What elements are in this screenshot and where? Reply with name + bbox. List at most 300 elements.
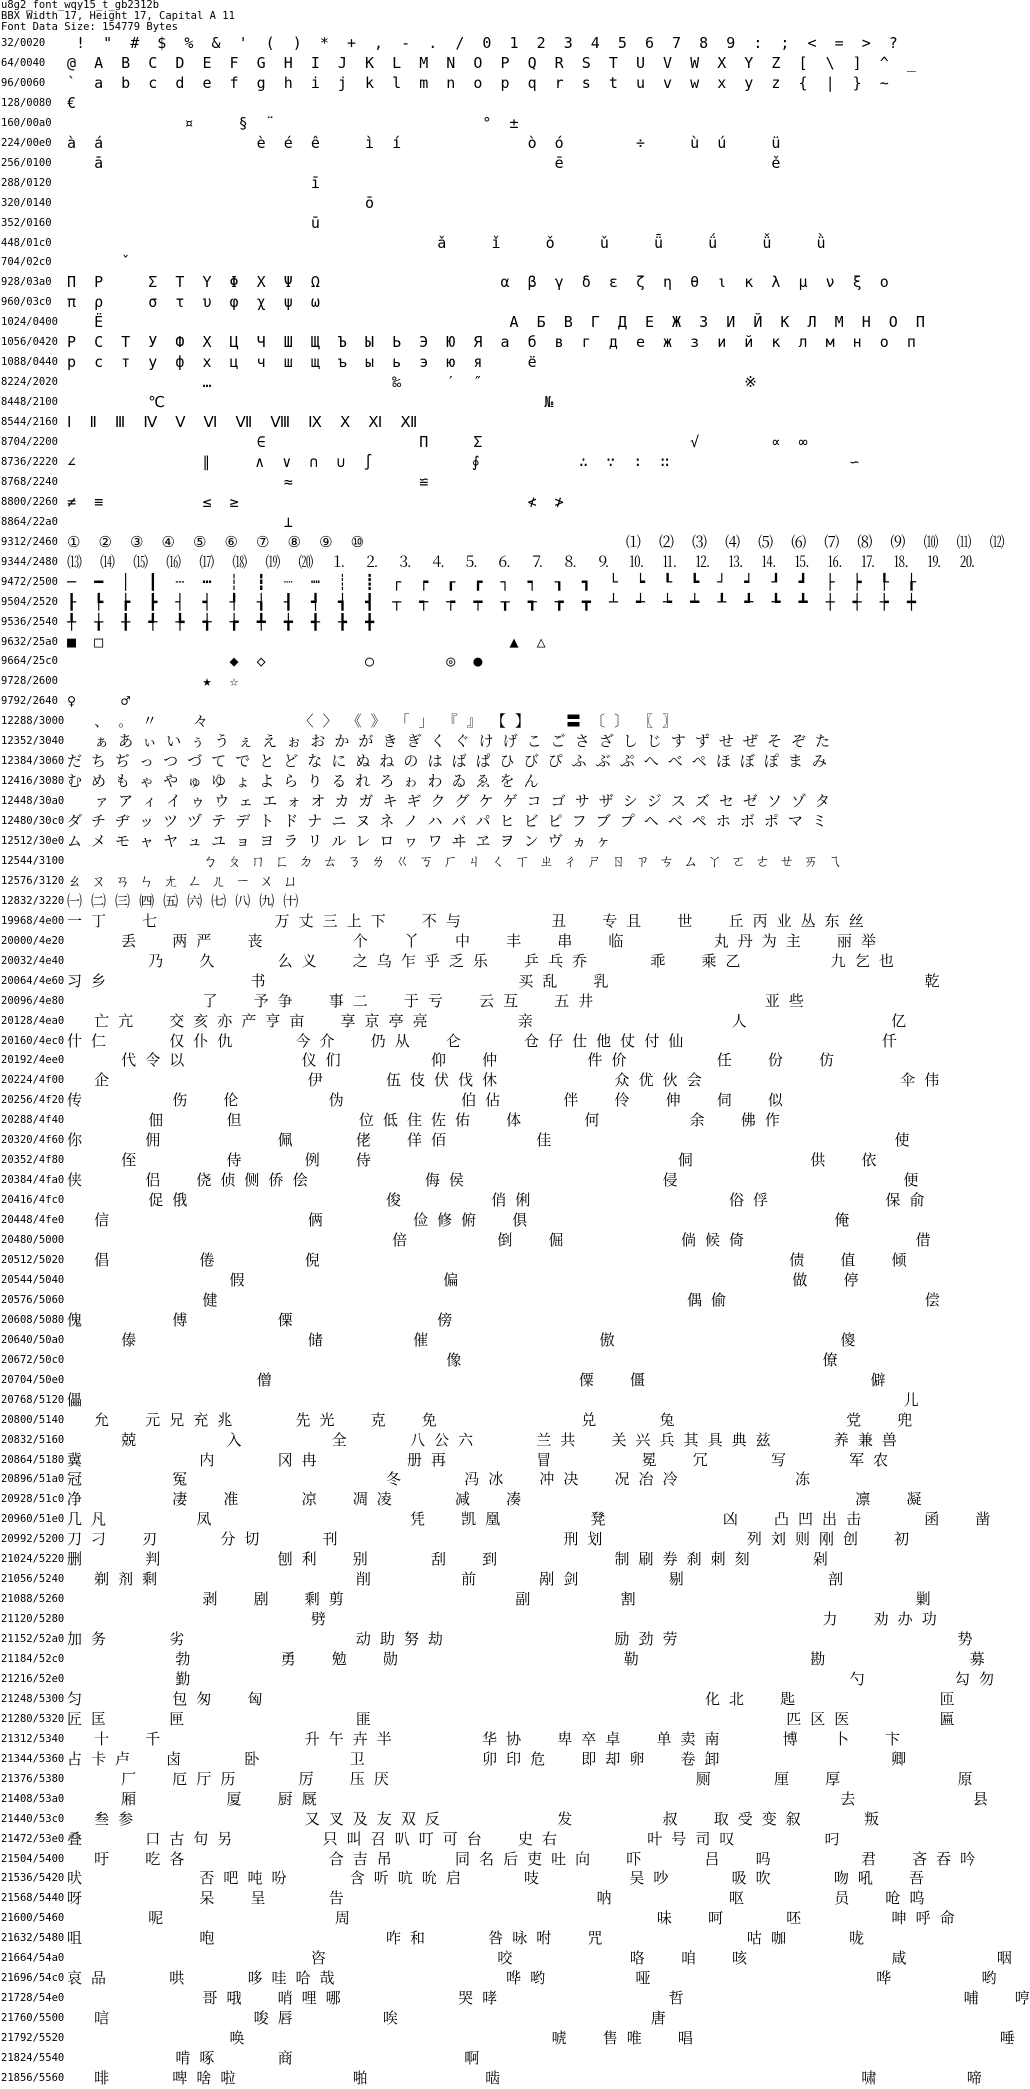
row-glyphs: 厢 厦 厨 厩 去 县	[67, 1789, 988, 1808]
glyph-row	[0, 812, 827, 832]
row-glyphs: 佃 但 位 低 住 佐 佑 体 何 余 佛 作	[67, 1111, 780, 1130]
glyph-row	[0, 1131, 910, 1151]
glyph-row	[0, 2068, 982, 2089]
row-glyphs: Π Ρ Σ Τ Υ Φ Χ Ψ Ω α β γ δ ε ζ η θ ι κ λ μ ν ξ ο	[67, 273, 889, 292]
row-code-label: 12416/3080	[1, 775, 65, 788]
row-code-label: 21216/52e0	[1, 1672, 65, 1685]
row-glyphs: 呢 周 味 呵 呸 呻 呼 命	[67, 1909, 955, 1928]
glyph-row	[0, 633, 650, 653]
glyph-row	[0, 1889, 925, 1909]
row-code-label: 8736/2220	[1, 455, 58, 468]
row-glyphs: ! " # $ % & ' ( ) * + , - . / 0 1 2 3 4 5 6 7 8 9 : ; < = > ?	[67, 34, 898, 52]
row-code-label: 20960/51e0	[1, 1513, 65, 1526]
row-code-label: 20672/50c0	[1, 1353, 65, 1366]
row-glyphs: ≠ ≡ ≤ ≥ ≮ ≯	[67, 492, 564, 511]
glyph-row	[0, 832, 650, 852]
glyph-row	[0, 194, 650, 214]
row-code-label: 21280/5320	[1, 1712, 65, 1725]
glyph-row	[0, 592, 916, 613]
row-code-label: 128/0080	[1, 96, 52, 109]
row-glyphs: 叠 口 古 句 另 只 叫 召 叭 叮 可 台 史 右 叶 号 司 叹 叼	[67, 1829, 840, 1848]
row-code-label: 9344/2480	[1, 555, 58, 568]
row-glyphs: 一 丁 七 万 丈 三 上 下 不 与 丑 专 且 世 丘 丙 业 丛 东 丝	[67, 911, 864, 930]
row-glyphs: む め も ゃ や ゅ ゆ ょ よ ら り る れ ろ ゎ わ ゐ ゑ を ん	[67, 772, 539, 791]
glyph-row	[0, 1071, 940, 1091]
glyph-row	[0, 393, 650, 413]
glyph-row	[0, 493, 650, 513]
row-code-label: 1088/0440	[1, 356, 58, 369]
row-glyphs: 啃 啄 商 啊	[67, 2048, 480, 2067]
row-code-label: 9504/2520	[1, 595, 58, 608]
row-code-label: 21184/52c0	[1, 1653, 65, 1665]
row-code-label: 20416/4fc0	[1, 1194, 65, 1207]
row-code-label: 20384/4fa0	[1, 1174, 65, 1187]
glyph-row	[0, 1191, 925, 1211]
row-glyphs: ┠ ┡ ┢ ┣ ┤ ┥ ┦ ┧ ┨ ┩ ┪ ┫ ┬ ┭ ┮ ┯ ┰ ┱ ┲ ┳ ┴ ┵ ┶ ┷ ┸ ┹ ┺ ┻ ┼ ┽ ┾ ┿	[67, 592, 916, 611]
glyph-row	[0, 1869, 925, 1889]
glyph-row	[0, 1290, 940, 1311]
glyph-row	[0, 1410, 913, 1431]
glyph-row	[0, 692, 650, 712]
row-code-label: 8864/22a0	[1, 515, 58, 528]
row-code-label: 20032/4e40	[1, 954, 65, 967]
glyph-row	[0, 792, 831, 812]
row-glyphs: 加 务 劣 动 助 努 劫 励 劲 劳 势	[67, 1630, 973, 1648]
row-code-label: 9312/2460	[1, 535, 58, 548]
row-code-label: 20480/5000	[1, 1234, 65, 1246]
row-code-label: 8224/2020	[1, 376, 58, 389]
glyph-row	[0, 293, 650, 313]
row-code-label: 20832/5160	[1, 1433, 65, 1446]
glyph-row	[0, 433, 808, 453]
row-glyphs: 十 千 升 午 卉 半 华 协 卑 卒 卓 单 卖 南 博 卜 卞	[67, 1729, 900, 1748]
row-glyphs: 促 俄 俊 俏 俐 俗 俘 保 俞	[67, 1191, 925, 1210]
row-glyphs: 像 僚	[67, 1350, 838, 1369]
font-data-size: Font Data Size: 154779 Bytes	[1, 21, 179, 33]
glyph-row	[0, 1051, 835, 1071]
row-code-label: 21696/54c0	[1, 1972, 65, 1985]
row-code-label: 21248/5300	[1, 1692, 65, 1705]
glyph-row	[0, 313, 925, 333]
row-glyphs: ム メ モ ャ ヤ ュ ユ ョ ヨ ラ リ ル レ ロ ヮ ワ ヰ ヱ ヲ ン ヴ ヵ ヶ	[67, 832, 611, 850]
glyph-row	[0, 1709, 955, 1730]
glyph-row	[0, 1350, 838, 1371]
row-glyphs: 亡 亢 交 亥 亦 产 亨 亩 享 京 亭 亮 亲 人 亿	[67, 1011, 907, 1030]
row-glyphs: ァ ア ィ イ ゥ ウ ェ エ ォ オ カ ガ キ ギ ク グ ケ ゲ コ ゴ サ ザ シ ジ ス ズ セ ゼ ソ ゾ タ	[67, 792, 831, 811]
row-code-label: 12544/3100	[1, 854, 65, 867]
row-code-label: 20256/4f20	[1, 1094, 65, 1107]
row-code-label: 20128/4ea0	[1, 1014, 65, 1027]
row-code-label: 21056/5240	[1, 1573, 65, 1586]
glyph-row	[0, 1251, 907, 1271]
row-glyphs: ī	[67, 173, 320, 192]
glyph-row	[0, 1949, 1012, 1969]
glyph-row	[0, 732, 831, 752]
row-code-label: 9536/2540	[1, 615, 58, 628]
row-code-label: 20544/5040	[1, 1273, 65, 1286]
glyph-row	[0, 931, 876, 952]
glyph-row	[0, 1969, 997, 1989]
row-glyphs: ■ □ ▲ △	[67, 632, 546, 651]
row-code-label: 21152/52a0	[1, 1633, 65, 1645]
glyph-row	[0, 413, 650, 433]
row-code-label: 9664/25c0	[1, 655, 58, 668]
row-glyphs: 、 。 〃 々 〈 〉 《 》 「 」 『 』 【 】 〓 〔 〕 〖 〗	[67, 712, 678, 731]
row-glyphs: 习 乡 书 买 乱 乳 乾	[67, 971, 940, 990]
row-code-label: 64/0040	[1, 57, 46, 69]
row-code-label: 224/00e0	[1, 136, 52, 149]
font-name: u8g2_font_wqy15_t_gb2312b	[1, 0, 160, 11]
bbx-info: BBX Width 17, Height 17, Capital A 11	[1, 10, 235, 22]
glyph-row	[0, 1510, 991, 1530]
row-glyphs: 厂 厄 厅 历 厉 压 厌 厕 厘 厚 原	[67, 1769, 973, 1788]
glyph-row	[0, 1669, 994, 1690]
row-code-label: 1024/0400	[1, 316, 58, 329]
glyph-row	[0, 2009, 666, 2029]
row-glyphs: 唁 唆 唇 唉 唐	[67, 2009, 666, 2027]
row-code-label: 12352/3040	[1, 735, 65, 748]
glyph-row	[0, 253, 650, 273]
row-code-label: 21856/5560	[1, 2071, 65, 2084]
row-code-label: 9472/2500	[1, 575, 58, 588]
row-glyphs: @ A B C D E F G H I J K L M N O P Q R S T U V W X Y Z [ \ ] ^ _	[67, 54, 916, 72]
row-glyphs: 叁 参 又 叉 及 友 双 反 发 叔 取 受 变 叙 叛	[67, 1809, 880, 1828]
glyph-row	[0, 752, 827, 772]
row-glyphs: ū	[67, 213, 320, 232]
glyph-row	[0, 613, 650, 633]
row-code-label: 352/0160	[1, 216, 52, 229]
row-glyphs: ╀ ╁ ╂ ╃ ╄ ╅ ╆ ╇ ╈ ╉ ╊ ╋	[67, 612, 375, 631]
row-glyphs: ˇ	[67, 253, 131, 272]
row-code-label: 32/0020	[1, 37, 46, 49]
row-glyphs: €	[67, 93, 77, 112]
row-code-label: 288/0120	[1, 176, 52, 189]
row-glyphs: 吁 吃 各 合 吉 吊 同 名 后 吏 吐 向 吓 吕 吗 君 吝 吞 吟	[67, 1849, 976, 1868]
row-code-label: 20896/51a0	[1, 1473, 65, 1486]
glyph-row	[0, 1151, 877, 1171]
row-glyphs: 啡 啤 啥 啦 啪 啮 啸 啼	[67, 2068, 982, 2087]
row-glyphs: ダ チ ヂ ッ ツ ヅ テ デ ト ド ナ ニ ヌ ネ ノ ハ バ パ ヒ ビ ピ フ ブ プ ヘ ベ ペ ホ ボ ポ マ ミ	[67, 812, 827, 830]
row-code-label: 20992/5200	[1, 1533, 65, 1546]
glyph-row	[0, 1111, 780, 1131]
glyph-row	[0, 1470, 810, 1490]
row-glyphs: 假 偏 做 停	[67, 1270, 859, 1289]
row-code-label: 704/02c0	[1, 256, 52, 269]
row-glyphs: à á è é ê ì í ò ó ÷ ù ú ü	[67, 133, 781, 152]
glyph-row	[0, 1809, 880, 1830]
glyph-row	[0, 2049, 650, 2069]
row-code-label: 21472/53e0	[1, 1832, 65, 1845]
row-code-label: 20608/5080	[1, 1313, 65, 1326]
row-glyphs: 勃 勇 勉 勋 勒 勘 募	[67, 1650, 985, 1668]
glyph-row	[0, 652, 650, 672]
glyph-row	[0, 911, 864, 932]
row-code-label: 21824/5540	[1, 2051, 65, 2064]
glyph-row	[0, 1989, 1030, 2009]
row-code-label: 21792/5520	[1, 2032, 65, 2044]
row-code-label: 20224/4f00	[1, 1074, 65, 1087]
glyph-row	[0, 1590, 931, 1610]
glyph-row	[0, 991, 804, 1012]
row-glyphs: 什 仁 仅 仆 仇 今 介 仍 从 仑 仓 仔 仕 他 仗 付 仙 仟	[67, 1031, 897, 1050]
row-code-label: 20288/4f40	[1, 1114, 65, 1127]
glyph-row	[0, 1031, 897, 1052]
row-code-label: 12832/3220	[1, 894, 65, 907]
glyph-row	[0, 712, 678, 732]
glyph-row	[0, 872, 650, 892]
row-code-label: 21504/5400	[1, 1852, 65, 1865]
row-glyphs: 冠 冤 冬 冯 冰 冲 决 况 冶 冷 冻	[67, 1470, 810, 1489]
row-code-label: 20928/51c0	[1, 1493, 65, 1506]
row-code-label: 448/01c0	[1, 236, 52, 249]
glyph-row	[0, 452, 859, 473]
row-glyphs: だ ち ぢ っ つ づ て で と ど な に ぬ ね の は ば ぱ ひ び ぴ ふ ぶ ぷ へ べ ぺ ほ ぼ ぽ ま み	[67, 752, 827, 771]
row-glyphs: р с т у ф х ц ч ш щ ъ ы ь э ю я ё	[67, 353, 537, 372]
row-glyphs: 哀 品 哄 哆 哇 哈 哉 哗 哟 哑 哗 哟	[67, 1969, 997, 1988]
row-code-label: 9792/2640	[1, 695, 58, 708]
row-code-label: 21024/5220	[1, 1553, 65, 1566]
glyph-row	[0, 1789, 988, 1810]
row-glyphs: ─ ━ │ ┃ ┄ ┅ ┆ ┇ ┈ ┉ ┊ ┋ ┌ ┍ ┎ ┏ ┐ ┑ ┒ ┓ └ ┕ ┖ ┗ ┘ ┙ ┚ ┛ ├ ┝ ┞ ┟	[67, 572, 916, 591]
row-glyphs: 儡 儿	[67, 1390, 919, 1409]
glyph-row	[0, 1430, 897, 1451]
row-code-label: 20640/50a0	[1, 1333, 65, 1346]
glyph-row	[0, 2029, 1015, 2049]
row-glyphs: 咀 咆 咋 和 咎 咏 咐 咒 咕 咖 咙	[67, 1929, 865, 1948]
row-code-label: 21536/5420	[1, 1872, 65, 1885]
glyph-row	[0, 1929, 865, 1949]
glyph-row	[0, 1011, 907, 1032]
row-code-label: 12448/30a0	[1, 795, 65, 808]
row-code-label: 21728/54e0	[1, 1992, 65, 2005]
glyph-row	[0, 1171, 919, 1191]
row-code-label: 12576/3120	[1, 874, 65, 887]
row-glyphs: ㈠ ㈡ ㈢ ㈣ ㈤ ㈥ ㈦ ㈧ ㈨ ㈩	[67, 891, 299, 910]
row-glyphs: 呀 呆 呈 告 呐 呕 员 呛 呜	[67, 1889, 925, 1908]
row-glyphs: 丢 两 严 丧 个 丫 中 丰 串 临 丸 丹 为 主 丽 举	[67, 931, 876, 950]
row-glyphs: ⊥	[67, 512, 293, 531]
glyph-row	[0, 1231, 931, 1251]
glyph-row	[0, 552, 975, 573]
glyph-row	[0, 114, 650, 134]
row-code-label: 20352/4f80	[1, 1154, 65, 1167]
row-code-label: 21312/5340	[1, 1732, 65, 1745]
row-code-label: 20576/5060	[1, 1293, 65, 1306]
row-glyphs: 咨 咬 咯 咱 咳 咸 咽	[67, 1949, 1012, 1968]
glyph-row	[0, 94, 650, 114]
glyph-row	[0, 333, 916, 353]
row-code-label: 20512/5020	[1, 1254, 65, 1266]
row-glyphs: 剃 剂 剩 削 前 剐 剑 剔 剖	[67, 1570, 844, 1589]
glyph-row	[0, 1450, 889, 1471]
row-glyphs: 倡 倦 倪 债 值 倾	[67, 1251, 907, 1269]
row-glyphs: ` a b c d e f g h i j k l m n o p q r s t u v w x y z { | } ~	[67, 73, 889, 92]
row-code-label: 21600/5460	[1, 1912, 65, 1925]
row-code-label: 12480/30c0	[1, 815, 65, 827]
row-code-label: 20064/4e60	[1, 974, 65, 987]
glyph-row	[0, 153, 781, 174]
row-glyphs: 傀 傅 傈 傍	[67, 1310, 453, 1329]
row-code-label: 20192/4ee0	[1, 1054, 65, 1067]
glyph-row	[0, 951, 894, 972]
glyph-row	[0, 1490, 922, 1510]
row-code-label: 12384/3060	[1, 755, 65, 768]
row-glyphs: ≈ ≌	[67, 472, 429, 491]
row-glyphs: Ё А Б В Г Д Е Ж З И Й К Л М Н О П	[67, 313, 925, 332]
glyph-row	[0, 133, 781, 154]
glyph-row	[0, 1610, 937, 1630]
row-code-label: 21408/53a0	[1, 1792, 65, 1805]
row-glyphs: ō	[67, 193, 375, 212]
glyph-row	[0, 572, 916, 593]
glyph-row	[0, 273, 889, 293]
row-glyphs: ぁ あ ぃ い ぅ う ぇ え ぉ お か が き ぎ く ぐ け げ こ ご さ ざ し じ す ず せ ぜ そ ぞ た	[67, 732, 831, 751]
row-code-label: 20768/5120	[1, 1393, 65, 1406]
row-code-label: 21344/5360	[1, 1752, 65, 1765]
row-code-label: 21376/5380	[1, 1772, 65, 1785]
row-code-label: 21088/5260	[1, 1593, 65, 1606]
row-glyphs: 吠 否 吧 吨 吩 含 听 吭 吮 启 吱 吴 吵 吸 吹 吻 吼 吾	[67, 1869, 925, 1888]
row-glyphs: ㄠ ㄡ ㄢ ㄣ ㄤ ㄥ ㄦ ㄧ ㄨ ㄩ	[67, 871, 299, 890]
glyph-row	[0, 1211, 850, 1231]
row-code-label: 20320/4f60	[1, 1134, 65, 1147]
row-code-label: 8800/2260	[1, 495, 58, 508]
glyph-row	[0, 353, 650, 373]
glyph-row	[0, 672, 650, 692]
glyph-row	[0, 1630, 973, 1650]
row-glyphs: 传 伤 伦 伪 伯 佔 伴 伶 伸 伺 似	[67, 1091, 783, 1110]
glyph-row	[0, 1829, 840, 1850]
glyph-row	[0, 54, 916, 74]
glyph-row	[0, 1749, 907, 1770]
row-code-label: 9728/2600	[1, 675, 58, 688]
row-code-label: 21568/5440	[1, 1892, 65, 1905]
row-code-label: 12512/30e0	[1, 835, 65, 847]
glyph-row	[0, 1091, 783, 1111]
row-glyphs: 冀 内 冈 冉 册 再 冒 冕 冗 写 军 农	[67, 1450, 889, 1469]
glyph-row	[0, 1550, 828, 1570]
row-glyphs: 几 凡 凤 凭 凯 凰 凳 凶 凸 凹 出 击 函 凿	[67, 1510, 991, 1529]
row-code-label: 20448/4fe0	[1, 1214, 65, 1226]
row-glyphs: ǎ ǐ ǒ ǔ ǖ ǘ ǚ ǜ	[67, 233, 826, 252]
row-code-label: 21664/54a0	[1, 1952, 65, 1965]
row-glyphs: 企 伊 伍 伎 伏 伐 休 众 优 伙 会 伞 伟	[67, 1071, 940, 1090]
glyph-row	[0, 1570, 844, 1590]
row-glyphs: 乃 久 么 义 之 乌 乍 乎 乏 乐 乒 乓 乔 乖 乘 乙 九 乞 也	[67, 951, 894, 970]
row-glyphs: 侠 侣 侥 侦 侧 侨 侩 侮 侯 侵 便	[67, 1171, 919, 1190]
row-glyphs: 勤 勺 勾 勿	[67, 1669, 994, 1688]
row-glyphs: ∈ Π Σ √ ∝ ∞	[67, 433, 808, 451]
row-glyphs: 剥 剧 剩 剪 副 割 剿	[67, 1590, 931, 1609]
row-code-label: 256/0100	[1, 156, 52, 169]
row-code-label: 9632/25a0	[1, 635, 58, 648]
glyph-row	[0, 1370, 886, 1391]
glyph-row	[0, 1270, 859, 1291]
row-glyphs: Р С Т У Ф Х Ц Ч Ш Щ Ъ Ы Ь Э Ю Я а б в г д е ж з и й к л м н о п	[67, 333, 916, 352]
row-glyphs: 倍 倒 倔 倘 候 倚 借	[67, 1231, 931, 1249]
row-glyphs: 代 令 以 仪 们 仰 仲 件 价 任 份 仿	[67, 1051, 835, 1070]
row-glyphs: 刀 刁 刃 分 切 刊 刑 划 列 刘 则 刚 创 初	[67, 1530, 910, 1549]
row-glyphs: ㄅ ㄆ ㄇ ㄈ ㄉ ㄊ ㄋ ㄌ ㄍ ㄎ ㄏ ㄐ ㄑ ㄒ ㄓ ㄔ ㄕ ㄖ ㄗ ㄘ ㄙ ㄚ ㄛ ㄜ ㄝ ㄞ ㄟ	[67, 851, 843, 870]
row-code-label: 21632/5480	[1, 1932, 65, 1945]
row-glyphs: 了 予 争 事 二 于 亏 云 互 五 井 亚 些	[67, 991, 804, 1010]
glyph-row	[0, 1650, 985, 1670]
row-glyphs: ℃ №	[67, 393, 554, 412]
glyph-row	[0, 1530, 910, 1550]
row-glyphs: ♀ ♂	[67, 692, 131, 711]
row-glyphs: 侄 侍 例 侍 侗 供 依	[67, 1151, 877, 1170]
row-code-label: 8544/2160	[1, 416, 58, 429]
glyph-row	[0, 1729, 900, 1750]
row-glyphs: 兢 入 全 八 公 六 兰 共 关 兴 兵 其 具 典 兹 养 兼 兽	[67, 1430, 897, 1449]
row-glyphs: 你 佣 佩 佬 佯 佰 佳 使	[67, 1131, 910, 1150]
row-glyphs: 健 偶 偷 偿	[67, 1290, 940, 1309]
row-glyphs: 僧 僳 僵 僻	[67, 1370, 886, 1389]
glyph-row	[0, 532, 1005, 553]
row-code-label: 12288/3000	[1, 715, 65, 728]
row-glyphs: 哥 哦 哨 哩 哪 哭 哮 哲 哺 哼	[67, 1989, 1030, 2008]
row-glyphs: 净 凄 准 凉 凋 凌 减 凑 凛 凝	[67, 1490, 922, 1509]
row-code-label: 21120/5280	[1, 1613, 65, 1625]
glyph-row	[0, 892, 650, 912]
row-code-label: 20864/5180	[1, 1453, 65, 1466]
row-code-label: 21760/5500	[1, 2012, 65, 2024]
row-glyphs: ¤ § ¨ ° ±	[67, 113, 519, 132]
row-glyphs: π ρ σ τ υ φ χ ψ ω	[67, 293, 320, 312]
glyph-row	[0, 1769, 973, 1790]
glyph-row	[0, 971, 940, 992]
glyph-row	[0, 73, 889, 94]
row-code-label: 960/03c0	[1, 296, 52, 309]
row-glyphs: 匀 包 匆 匈 化 北 匙 匝	[67, 1689, 955, 1708]
glyph-row	[0, 174, 650, 194]
row-code-label: 20000/4e20	[1, 934, 65, 947]
row-code-label: 20800/5140	[1, 1413, 65, 1426]
row-glyphs: 匠 匡 匣 匪 匹 区 医 匾	[67, 1709, 955, 1728]
glyph-row	[0, 233, 826, 254]
row-glyphs: ◆ ◇ ○ ◎ ●	[67, 652, 483, 671]
glyph-row	[0, 772, 650, 792]
row-code-label: 20704/50e0	[1, 1373, 65, 1386]
row-glyphs: 唤 唬 售 唯 唱 唾	[67, 2029, 1015, 2047]
row-glyphs: ⒀ ⒁ ⒂ ⒃ ⒄ ⒅ ⒆ ⒇ ⒈ ⒉ ⒊ ⒋ ⒌ ⒍ ⒎ ⒏ ⒐ ⒑ ⒒ ⒓ ⒔ ⒕ ⒖ ⒗ ⒘ ⒙ ⒚ ⒛	[67, 552, 975, 571]
glyph-row	[0, 1330, 856, 1351]
row-code-label: 8704/2200	[1, 436, 58, 448]
glyph-row	[0, 1849, 976, 1870]
row-glyphs: … ‰ ′ ″ ※	[67, 373, 757, 392]
glyph-row	[0, 513, 650, 533]
row-glyphs: ā ē ě	[67, 153, 781, 172]
row-code-label: 928/03a0	[1, 276, 52, 289]
row-code-label: 1056/0420	[1, 336, 58, 349]
glyph-row	[0, 373, 757, 393]
row-code-label: 19968/4e00	[1, 914, 65, 927]
row-code-label: 21440/53c0	[1, 1812, 65, 1825]
row-glyphs: 占 卡 卢 卤 卧 卫 卯 印 危 即 却 卵 卷 卸 卿	[67, 1749, 907, 1768]
row-glyphs: 傣 储 催 傲 傻	[67, 1330, 856, 1349]
row-code-label: 20096/4e80	[1, 994, 65, 1007]
row-code-label: 320/0140	[1, 196, 52, 209]
glyph-row	[0, 214, 650, 234]
glyph-row	[0, 1909, 955, 1929]
glyph-row	[0, 1311, 650, 1331]
row-code-label: 20160/4ec0	[1, 1034, 65, 1047]
glyph-row	[0, 851, 843, 872]
row-glyphs: ∠ ∥ ∧ ∨ ∩ ∪ ∫ ∮ ∴ ∵ ∶ ∷ ∽	[67, 452, 859, 471]
glyph-row	[0, 1390, 919, 1411]
glyph-row	[0, 473, 650, 493]
row-glyphs: ① ② ③ ④ ⑤ ⑥ ⑦ ⑧ ⑨ ⑩ ⑴ ⑵ ⑶ ⑷ ⑸ ⑹ ⑺ ⑻ ⑼ ⑽ ⑾ ⑿	[67, 532, 1005, 551]
